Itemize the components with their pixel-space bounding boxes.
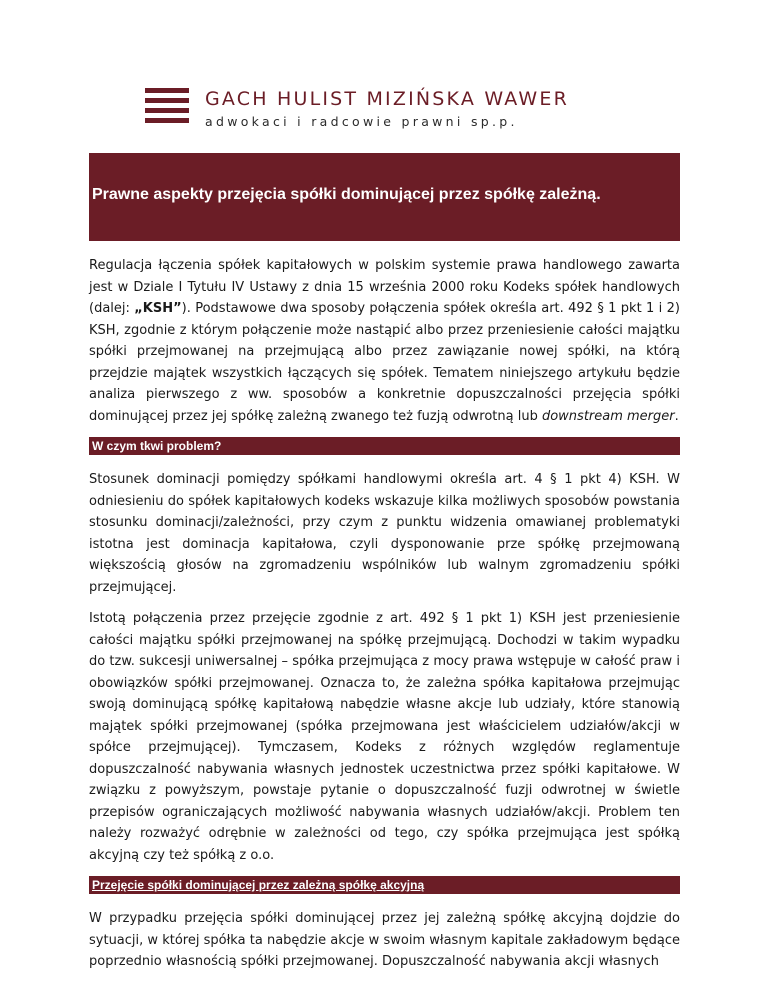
section1-paragraph-2: Istotą połączenia przez przejęcie zgodnie z art. 492 § 1 pkt 1) KSH jest przeniesienie całości majątku spółki przejmowanej na spółkę przejmującą. Dochodzi w takim wypadku do tzw. sukcesji uniwersalnej – spółka przejmująca z mocy prawa wstępuje w całość praw i obowiązków spółki przejmowanej. Oznacza to, że zależna spółka kapitałowa przejmując swoją dominującą spółkę kapitałową nabędzie własne akcje lub udziały, które stanowią majątek spółki przejmowanej (spółka przejmowana jest właścicielem udziałów/akcji w spółce przejmującej). Tymczasem, Kodeks z różnych względów reglamentuje dopuszczalność nabywania własnych jednostek uczestnictwa przez spółki kapitałowe. W związku z powyższym, powstaje pytanie o dopuszczalność fuzji odwrotnej w świetle przepisów ograniczających możliwość nabywania własnych udziałów/akcji. Problem ten należy rozważyć odrębnie w zależności od tego, czy spółka przejmująca jest spółką akcyjną czy też spółką z o.o. xyxy=(89,611,680,863)
document-body xyxy=(89,255,680,983)
logo-bars-icon xyxy=(145,88,189,128)
intro-text-2: ). Podstawowe dwa sposoby połączenia spółek określa art. 492 § 1 pkt 1 i 2) KSH, zgodnie z którym połączenie może nastąpić albo przez przeniesienie całości majątku spółki przejmowanej na przejmującą albo przez zawiązanie nowej spółki, na którą przejdzie majątek wszystkich łączących się spółek. Tematem niniejszego artykułu będzie analiza pierwszego z ww. sposobów a konkretnie dopuszczalności przejęcia spółki dominującej przez jej spółkę zależną zwanego też fuzją odwrotną lub xyxy=(89,301,680,424)
section2-paragraph-1: W przypadku przejęcia spółki dominującej przez jej zależną spółkę akcyjną dojdzie do sytuacji, w której spółka ta nabędzie akcje w swoim własnym kapitale zakładowym będące poprzednio własnością spółki przejmowanej. Dopuszczalność nabywania akcji własnych xyxy=(89,911,680,969)
firm-subtitle: adwokaci i radcowie prawni sp.p. xyxy=(205,114,518,129)
intro-text-1: Regulacja łączenia spółek kapitałowych w polskim systemie prawa handlowego zawarta jest w Dziale I Tytułu IV Ustawy z dnia 15 września 2000 roku Kodeks spółek handlowych (dalej: xyxy=(89,258,680,316)
firm-logo xyxy=(145,88,569,130)
intro-text-end: . xyxy=(674,408,679,424)
section-heading-problem: W czym tkwi problem? xyxy=(89,437,680,455)
title-banner xyxy=(89,153,680,241)
section1-paragraph-1: Stosunek dominacji pomiędzy spółkami handlowymi określa art. 4 § 1 pkt 4) KSH. W odniesieniu do spółek kapitałowych kodeks wskazuje kilka możliwych sposobów powstania stosunku dominacji/zależności, przy czym z punktu widzenia omawianej problematyki istotna jest dominacja kapitałowa, czyli dysponowanie prze spółkę przejmowaną większością głosów na zgromadzeniu wspólników lub walnym zgromadzeniu spółki przejmującej. xyxy=(89,472,680,595)
intro-paragraph xyxy=(89,255,680,427)
logo-text xyxy=(205,88,569,130)
section-heading-joint-stock: Przejęcie spółki dominującej przez zależną spółkę akcyjną xyxy=(89,876,680,894)
firm-name: GACH HULIST MIZIŃSKA WAWER xyxy=(205,88,570,110)
intro-italic-term: downstream merger xyxy=(541,408,675,424)
document-title: Prawne aspekty przejęcia spółki dominującej przez spółkę zależną. xyxy=(92,186,601,203)
intro-bold-term: „KSH” xyxy=(134,301,182,316)
